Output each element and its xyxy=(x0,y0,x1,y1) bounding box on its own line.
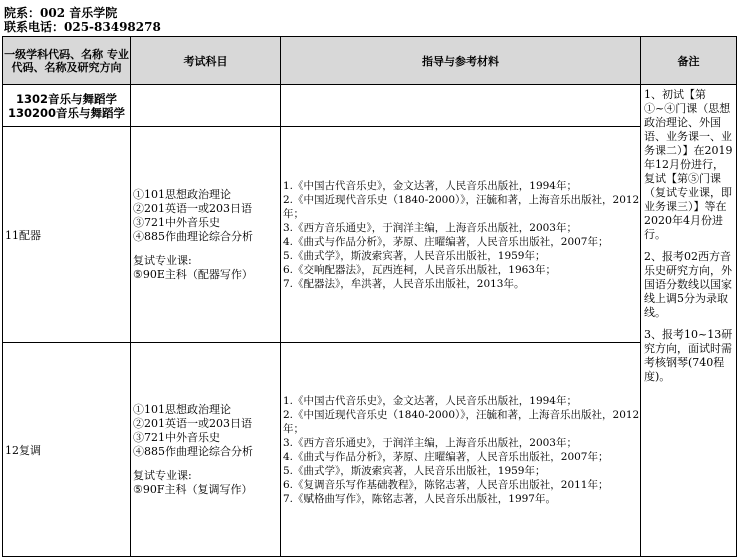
subject-item: ③721中外音乐史 xyxy=(133,430,220,444)
empty-cell xyxy=(281,85,641,127)
reference-item: 7.《配器法》，牟洪著，人民音乐出版社，2013年。 xyxy=(283,277,525,290)
subjects-cell xyxy=(131,343,281,557)
direction-name: 11配器 xyxy=(3,127,131,343)
subjects-header: 考试科目 xyxy=(131,37,281,85)
note-3: 3、报考10~13研究方向，面试时需考核钢琴(740程度)。 xyxy=(644,328,733,383)
retest-subject: ⑤90F主科（复调写作） xyxy=(133,482,253,496)
reference-item: 4.《曲式与作品分析》，茅原、庄曜编著，人民音乐出版社，2007年； xyxy=(283,235,609,248)
discipline-row xyxy=(3,85,737,127)
header-row xyxy=(3,37,737,85)
discipline-header: 一级学科代码、名称 专业代码、名称及研究方向 xyxy=(3,37,131,85)
note-1: 1、初试【第①~④门课（思想政治理论、外国语、业务课一、业务课二）】在2019年12月份进行，复试【第⑤门课（复试专业课，即业务课三）】等在2020年4月份进行。 xyxy=(644,88,733,241)
notes-cell xyxy=(641,85,737,557)
subjects-cell xyxy=(131,127,281,343)
discipline-cell xyxy=(3,85,131,127)
direction-name: 12复调 xyxy=(3,343,131,557)
retest-label: 复试专业课: xyxy=(133,468,192,482)
reference-item: 3.《西方音乐通史》，于润洋主编，上海音乐出版社，2003年； xyxy=(283,221,577,234)
reference-item: 6.《复调音乐写作基础教程》，陈铭志著，人民音乐出版社，2011年； xyxy=(283,478,609,491)
subject-item: ①101思想政治理论 xyxy=(133,187,231,201)
reference-item: 4.《曲式与作品分析》，茅原、庄曜编著，人民音乐出版社，2007年； xyxy=(283,450,609,463)
reference-item: 5.《曲式学》，斯波索宾著，人民音乐出版社，1959年； xyxy=(283,249,546,262)
discipline-line-2: 130200音乐与舞蹈学 xyxy=(7,105,125,120)
reference-item: 1.《中国古代音乐史》，金文达著，人民音乐出版社，1994年； xyxy=(283,179,577,192)
notes-header: 备注 xyxy=(641,37,737,85)
discipline-line-1: 1302音乐与舞蹈学 xyxy=(15,91,117,106)
department-label: 院系：002 音乐学院 xyxy=(4,6,118,20)
reference-item: 3.《西方音乐通史》，于润洋主编，上海音乐出版社，2003年； xyxy=(283,436,577,449)
retest-subject: ⑤90E主科（配器写作） xyxy=(133,267,253,281)
subject-item: ②201英语一或203日语 xyxy=(133,416,252,430)
subject-item: ④885作曲理论综合分析 xyxy=(133,444,253,458)
references-cell xyxy=(281,127,641,343)
subject-item: ④885作曲理论综合分析 xyxy=(133,229,253,243)
direction-row xyxy=(3,127,737,343)
retest-label: 复试专业课: xyxy=(133,253,192,267)
subject-item: ③721中外音乐史 xyxy=(133,215,220,229)
reference-item: 1.《中国古代音乐史》，金文达著，人民音乐出版社，1994年； xyxy=(283,394,577,407)
catalog-table xyxy=(2,36,737,557)
references-header: 指导与参考材料 xyxy=(281,37,641,85)
subject-item: ②201英语一或203日语 xyxy=(133,201,252,215)
phone-label: 联系电话：025-83498278 xyxy=(4,20,161,34)
references-cell xyxy=(281,343,641,557)
reference-item: 6.《交响配器法》，瓦西连柯，人民音乐出版社，1963年； xyxy=(283,263,556,276)
direction-row xyxy=(3,343,737,557)
empty-cell xyxy=(131,85,281,127)
reference-item: 7.《赋格曲写作》，陈铭志著，人民音乐出版社，1997年。 xyxy=(283,492,556,505)
note-2: 2、报考02西方音乐史研究方向，外国语分数线以国家线上调5分为录取线。 xyxy=(644,250,732,319)
reference-item: 2.《中国近现代音乐史（1840-2000）》，汪毓和著，上海音乐出版社，2012年； xyxy=(283,408,640,435)
reference-item: 5.《曲式学》，斯波索宾著，人民音乐出版社，1959年； xyxy=(283,464,546,477)
reference-item: 2.《中国近现代音乐史（1840-2000）》，汪毓和著，上海音乐出版社，2012年； xyxy=(283,193,640,220)
subject-item: ①101思想政治理论 xyxy=(133,402,231,416)
